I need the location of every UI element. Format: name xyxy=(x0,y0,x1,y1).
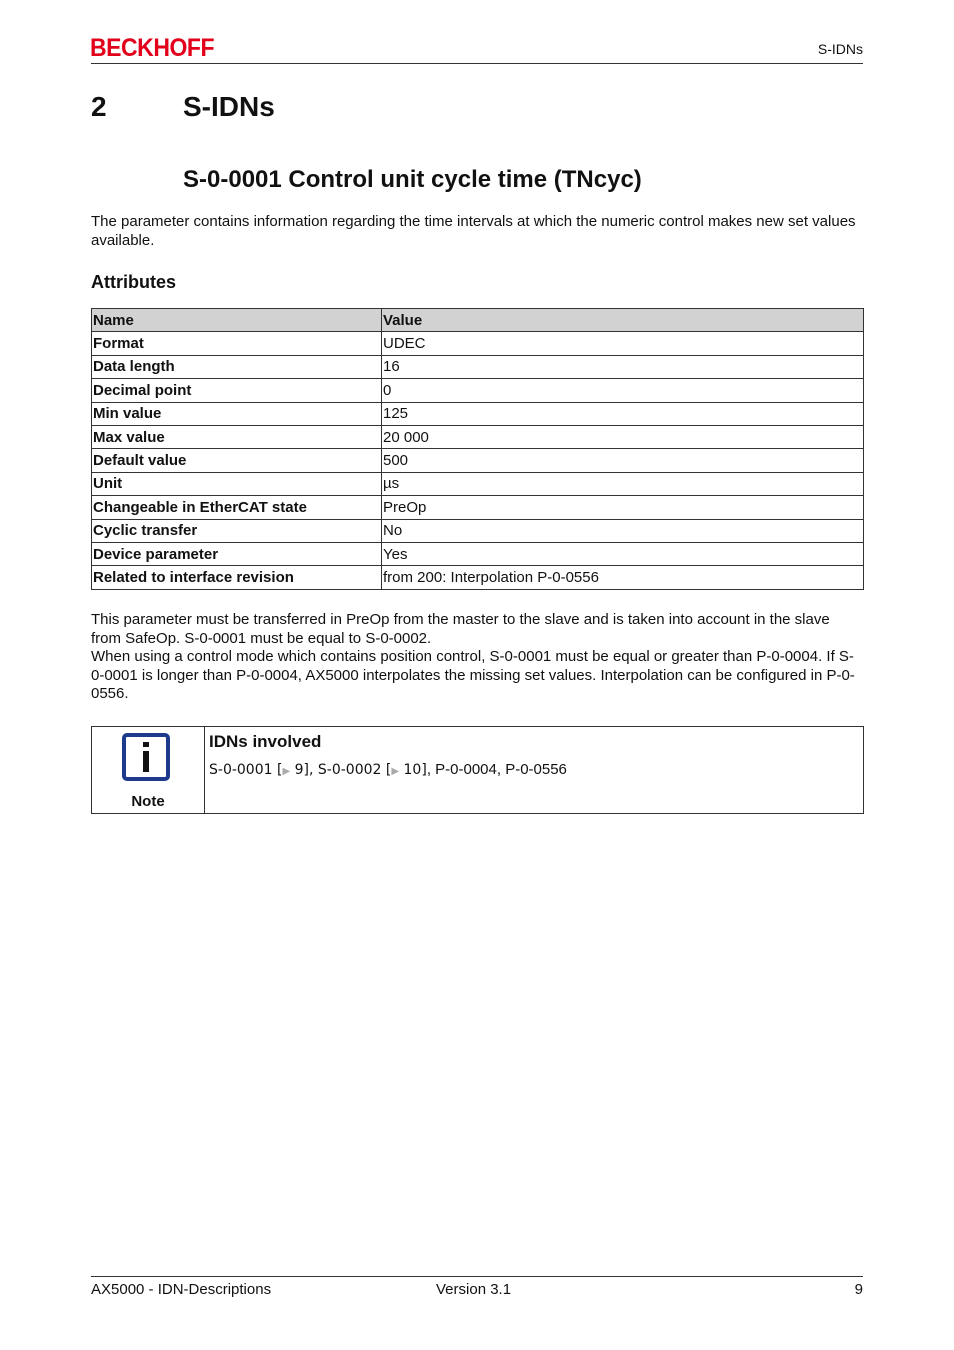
footer-divider xyxy=(91,1276,863,1277)
attribute-name: Changeable in EtherCAT state xyxy=(92,496,382,519)
section-title: S-0-0001 Control unit cycle time (TNcyc) xyxy=(183,166,642,193)
attribute-value: No xyxy=(382,519,864,542)
note-body: S-0-0001 [▶ 9], S-0-0002 [▶ 10], P-0-0004, P-0-0556 xyxy=(209,761,567,778)
attribute-name: Format xyxy=(92,332,382,355)
intro-paragraph: The parameter contains information regarding the time intervals at which the numeric control makes new set values available. xyxy=(91,213,856,249)
footer-page-number: 9 xyxy=(854,1281,863,1298)
attribute-value: 20 000 xyxy=(382,425,864,448)
footer-version: Version 3.1 xyxy=(436,1281,512,1298)
attribute-name: Related to interface revision xyxy=(92,566,382,589)
page-arrow-icon: ▶ xyxy=(391,766,400,777)
table-row xyxy=(92,566,864,589)
table-row xyxy=(92,449,864,472)
table-row xyxy=(92,355,864,378)
body-text xyxy=(91,611,863,704)
attribute-value: µs xyxy=(382,472,864,495)
footer-document-title: AX5000 - IDN-Descriptions xyxy=(91,1281,272,1298)
attribute-name: Decimal point xyxy=(92,379,382,402)
column-header-name: Name xyxy=(92,309,382,332)
attribute-name: Cyclic transfer xyxy=(92,519,382,542)
attribute-value: 16 xyxy=(382,355,864,378)
note-box xyxy=(91,726,864,814)
attribute-value: UDEC xyxy=(382,332,864,355)
attribute-name: Max value xyxy=(92,425,382,448)
link-s-0-0002[interactable]: S-0-0002 [▶ 10] xyxy=(317,762,427,778)
header-section-label: S-IDNs xyxy=(817,41,863,57)
info-icon xyxy=(122,733,170,781)
table-row xyxy=(92,472,864,495)
attribute-value: 0 xyxy=(382,379,864,402)
chapter-number: 2 xyxy=(91,91,107,122)
table-row xyxy=(92,379,864,402)
attribute-name: Device parameter xyxy=(92,542,382,565)
brand-logo: BECKHOFF xyxy=(90,34,215,62)
page-arrow-icon: ▶ xyxy=(282,766,291,777)
attribute-value: Yes xyxy=(382,542,864,565)
chapter-title: S-IDNs xyxy=(183,91,275,122)
table-row xyxy=(92,496,864,519)
attributes-table xyxy=(91,308,864,590)
table-row xyxy=(92,542,864,565)
header-divider xyxy=(91,63,863,64)
table-header-row xyxy=(92,309,864,332)
attribute-name: Unit xyxy=(92,472,382,495)
table-row xyxy=(92,519,864,542)
table-row xyxy=(92,425,864,448)
table-row xyxy=(92,332,864,355)
attribute-value: PreOp xyxy=(382,496,864,519)
attribute-name: Default value xyxy=(92,449,382,472)
note-icon-cell xyxy=(92,727,205,813)
column-header-value: Value xyxy=(382,309,864,332)
attribute-name: Min value xyxy=(92,402,382,425)
attribute-name: Data length xyxy=(92,355,382,378)
attributes-heading: Attributes xyxy=(91,272,176,292)
note-other-idns: , P-0-0004, P-0-0556 xyxy=(426,761,567,778)
attribute-value: 125 xyxy=(382,402,864,425)
note-label: Note xyxy=(131,793,165,810)
note-title: IDNs involved xyxy=(209,732,322,751)
link-s-0-0001[interactable]: S-0-0001 [▶ 9] xyxy=(209,762,309,778)
attribute-value: 500 xyxy=(382,449,864,472)
body-paragraph-1: This parameter must be transferred in PreOp from the master to the slave and is taken into account in the slave from SafeOp. S-0-0001 must be equal to S-0-0002. xyxy=(91,611,830,647)
body-paragraph-2: When using a control mode which contains position control, S-0-0001 must be equal or greater than P-0-0004. If S-0-0001 is longer than P-0-0004, AX5000 interpolates the missing set values. Interpolation can be configured in P-0-0556. xyxy=(91,648,855,702)
attribute-value: from 200: Interpolation P-0-0556 xyxy=(382,566,864,589)
table-row xyxy=(92,402,864,425)
